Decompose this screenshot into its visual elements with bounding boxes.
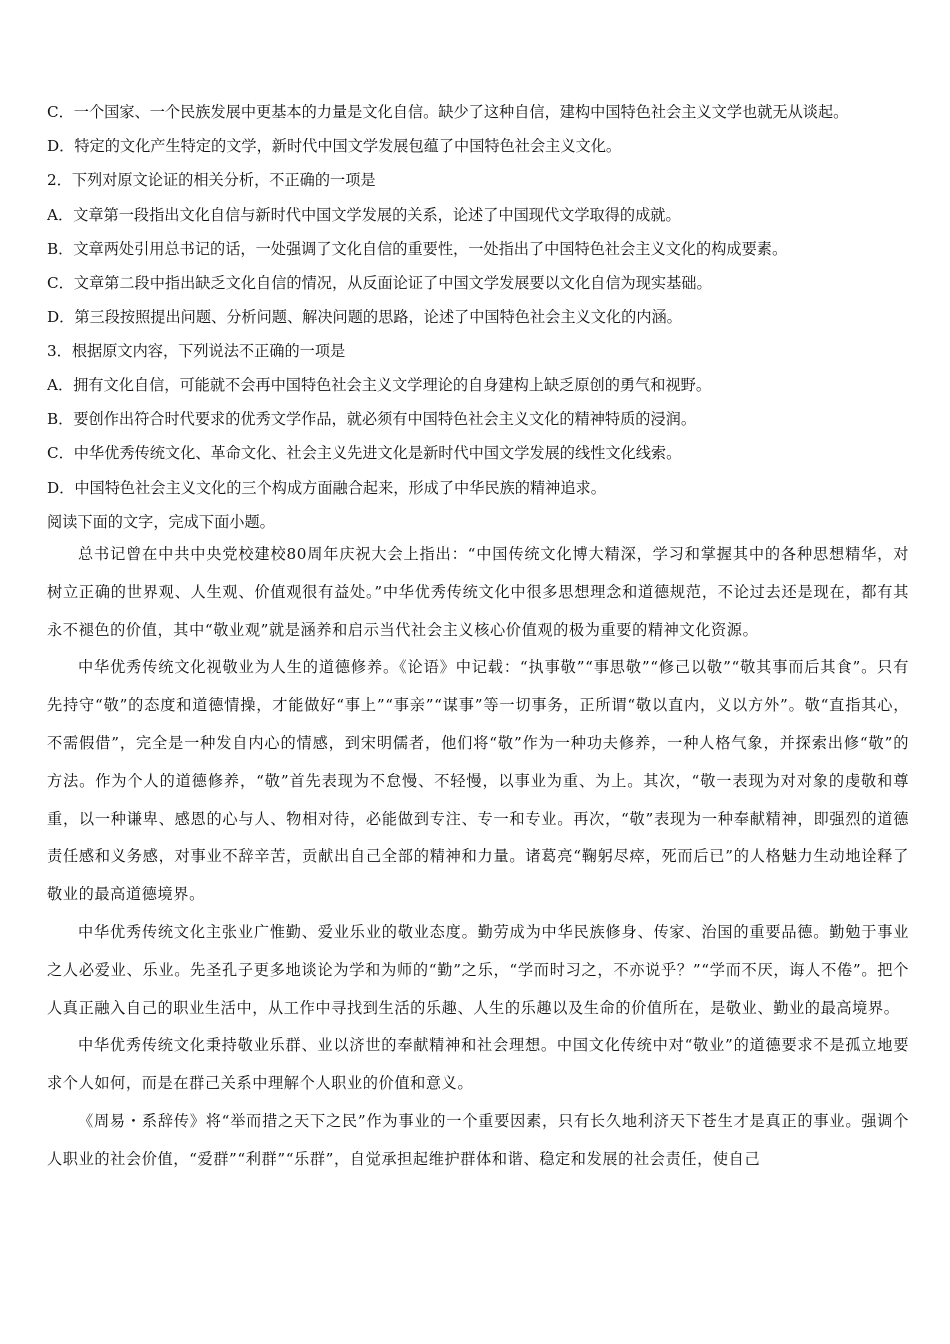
passage-paragraph: 中华优秀传统文化秉持敬业乐群、业以济世的奉献精神和社会理想。中国文化传统中对“敬业”的道德要求不是孤立地要求个人如何，而是在群己关系中理解个人职业的价值和意义。 (47, 1036, 909, 1093)
reading-instruction: 阅读下面的文字，完成下面小题。 (47, 513, 275, 531)
question-3-stem: 3．根据原文内容，下列说法不正确的一项是 (47, 342, 346, 360)
question-2-option-b: B．文章两处引用总书记的话，一处强调了文化自信的重要性，一处指出了中国特色社会主义文化的构成要素。 (47, 240, 788, 258)
question-2-option-a: A．文章第一段指出文化自信与新时代中国文学发展的关系，论述了中国现代文学取得的成就。 (47, 206, 681, 224)
passage-paragraph: 《周易・系辞传》将“举而措之天下之民”作为事业的一个重要因素，只有长久地利济天下苍生才是真正的事业。强调个人职业的社会价值，“爱群”“利群”“乐群”，自觉承担起维护群体和谐、稳定和发展的社会责任，使自己 (47, 1111, 909, 1168)
question-3-option-b: B．要创作出符合时代要求的优秀文学作品，就必须有中国特色社会主义文化的精神特质的浸润。 (47, 410, 697, 428)
passage-paragraph: 中华优秀传统文化视敬业为人生的道德修养。《论语》中记载：“执事敬”“事思敬”“修己以敬”“敬其事而后其食”。只有先持守“敬”的态度和道德情操，才能做好“事上”“事亲”“谋事”等一切事务，正所谓“敬以直内，义以方外”。敬“直指其心，不需假借”，完全是一种发自内心的情感，到宋明儒者，他们将“敬”作为一种功夫修养，一种人格气象，并探索出修“敬”的方法。作为个人的道德修养，“敬”首先表现为不怠慢、不轻慢，以事业为重、为上。其次，“敬一表现为对对象的虔敬和尊重，以一种谦卑、感恩的心与人、物相对待，必能做到专注、专一和专业。再次，“敬”表现为一种奉献精神，即强烈的道德责任感和义务感，对事业不辞辛苦，贡献出自己全部的精神和力量。诸葛亮“鞠躬尽瘁，死而后已”的人格魅力生动地诠释了敬业的最高道德境界。 (47, 658, 909, 904)
question-3-option-d: D．中国特色社会主义文化的三个构成方面融合起来，形成了中华民族的精神追求。 (47, 479, 606, 497)
question-2-stem: 2．下列对原文论证的相关分析，不正确的一项是 (47, 171, 376, 189)
option-d-q1: D．特定的文化产生特定的文学，新时代中国文学发展包蕴了中国特色社会主义文化。 (47, 137, 622, 155)
reading-passage (47, 536, 909, 1179)
question-2-option-c: C．文章第二段中指出缺乏文化自信的情况，从反面论证了中国文学发展要以文化自信为现实基础。 (47, 274, 712, 292)
question-2-option-d: D．第三段按照提出问题、分析问题、解决问题的思路，论述了中国特色社会主义文化的内涵。 (47, 308, 682, 326)
question-3-option-a: A．拥有文化自信，可能就不会再中国特色社会主义文学理论的自身建构上缺乏原创的勇气和视野。 (47, 376, 712, 394)
question-3-option-c: C．中华优秀传统文化、革命文化、社会主义先进文化是新时代中国文学发展的线性文化线索。 (47, 444, 682, 462)
passage-paragraph: 总书记曾在中共中央党校建校80周年庆祝大会上指出：“中国传统文化博大精深，学习和掌握其中的各种思想精华，对树立正确的世界观、人生观、价值观很有益处。”中华优秀传统文化中很多思想理念和道德规范，不论过去还是现在，都有其永不褪色的价值，其中“敬业观”就是涵养和启示当代社会主义核心价值观的极为重要的精神文化资源。 (47, 545, 909, 639)
passage-paragraph: 中华优秀传统文化主张业广惟勤、爱业乐业的敬业态度。勤劳成为中华民族修身、传家、治国的重要品德。勤勉于事业之人必爱业、乐业。先圣孔子更多地谈论为学和为师的“勤”之乐，“学而时习之，不亦说乎？”“学而不厌，诲人不倦”。把个人真正融入自己的职业生活中，从工作中寻找到生活的乐趣、人生的乐趣以及生命的价值所在，是敬业、勤业的最高境界。 (47, 922, 909, 1017)
option-c-q1: C．一个国家、一个民族发展中更基本的力量是文化自信。缺少了这种自信，建构中国特色社会主义文学也就无从谈起。 (47, 103, 849, 121)
